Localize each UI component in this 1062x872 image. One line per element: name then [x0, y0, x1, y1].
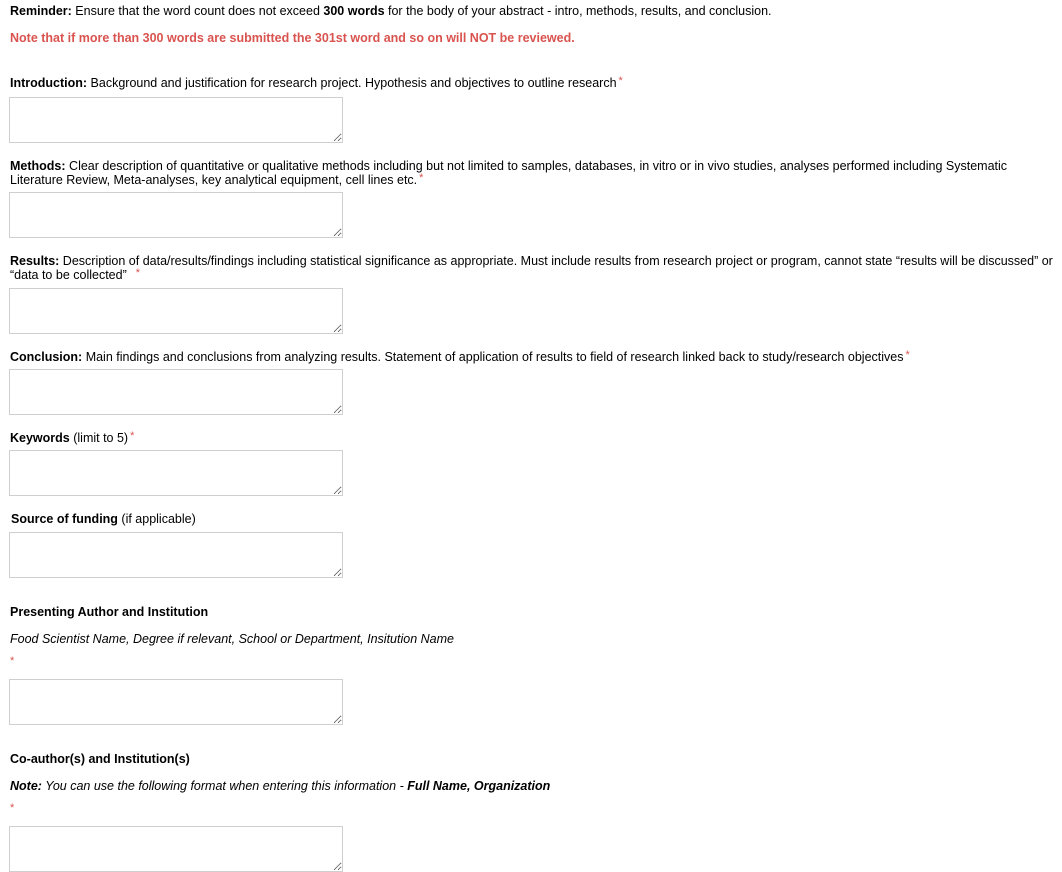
- keywords-label-desc: (limit to 5): [69, 431, 129, 445]
- introduction-label: [10, 76, 623, 91]
- methods-textarea[interactable]: [9, 192, 343, 238]
- reminder-text-a: Ensure that the word count does not exceed: [71, 4, 324, 18]
- coauthors-required-marker: [10, 803, 14, 817]
- conclusion-label: [10, 350, 910, 365]
- methods-label-title: Methods:: [10, 159, 66, 173]
- keywords-label-title: Keywords: [10, 431, 70, 445]
- coauthors-title: Co-author(s) and Institution(s): [10, 752, 190, 766]
- funding-label: [11, 512, 196, 526]
- methods-label-desc: Clear description of quantitative or qualitative methods including but not limited to samples, databases, in vitro or in vivo studies, analyses performed including Systematic Literature Review, Meta-analyses, key analytical equipment, cell lines etc.: [10, 159, 1008, 187]
- methods-label: [10, 159, 1055, 188]
- introduction-label-title: Introduction:: [10, 76, 88, 90]
- coauthors-note-label: Note:: [10, 779, 42, 793]
- coauthors-note-format: Full Name, Organization: [407, 779, 551, 793]
- required-marker: *: [419, 172, 424, 184]
- keywords-label: [10, 431, 134, 446]
- funding-textarea[interactable]: [9, 532, 343, 578]
- introduction-label-desc: Background and justification for research project. Hypothesis and objectives to outline research: [87, 76, 617, 90]
- required-marker: *: [618, 75, 623, 87]
- results-textarea[interactable]: [9, 288, 343, 334]
- introduction-textarea[interactable]: [9, 97, 343, 143]
- results-label: [10, 254, 1055, 283]
- conclusion-label-desc: Main findings and conclusions from analyzing results. Statement of application of results to field of research linked back to study/research objectives: [82, 350, 904, 364]
- required-marker: *: [135, 267, 140, 279]
- required-marker: *: [905, 349, 910, 361]
- presenting-author-title: Presenting Author and Institution: [10, 605, 209, 619]
- word-limit-warning: Note that if more than 300 words are submitted the 301st word and so on will NOT be reviewed.: [10, 31, 575, 45]
- reminder-word-limit: 300 words: [323, 4, 385, 18]
- results-label-title: Results:: [10, 254, 60, 268]
- keywords-textarea[interactable]: [9, 450, 343, 496]
- required-marker: *: [10, 655, 15, 667]
- funding-label-title: Source of funding: [11, 512, 118, 526]
- conclusion-textarea[interactable]: [9, 369, 343, 415]
- reminder-text-b: for the body of your abstract - intro, methods, results, and conclusion.: [384, 4, 772, 18]
- funding-label-desc: (if applicable): [117, 512, 196, 526]
- results-label-desc: Description of data/results/findings including statistical significance as appropriate. Must include results from research project or program, cannot state “results will be discussed” or “data to be collected”: [10, 254, 1053, 282]
- required-marker: *: [130, 430, 135, 442]
- coauthors-note: [10, 779, 550, 793]
- word-count-reminder: [10, 4, 772, 18]
- reminder-prefix: Reminder:: [10, 4, 72, 18]
- presenting-required-marker: [10, 656, 14, 670]
- presenting-author-textarea[interactable]: [9, 679, 343, 725]
- coauthors-textarea[interactable]: [9, 826, 343, 872]
- conclusion-label-title: Conclusion:: [10, 350, 83, 364]
- presenting-author-hint: Food Scientist Name, Degree if relevant, School or Department, Insitution Name: [10, 632, 454, 646]
- required-marker: *: [10, 802, 15, 814]
- coauthors-note-text: You can use the following format when entering this information -: [41, 779, 408, 793]
